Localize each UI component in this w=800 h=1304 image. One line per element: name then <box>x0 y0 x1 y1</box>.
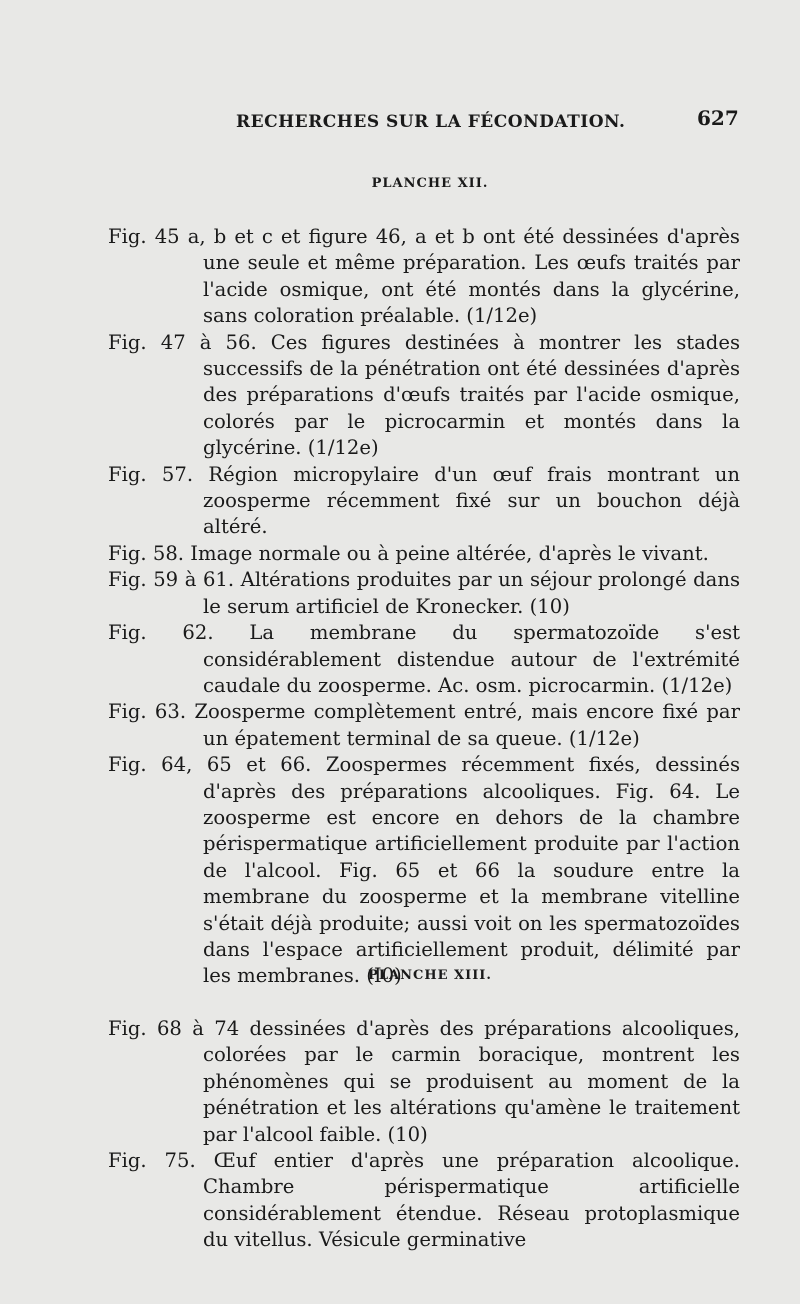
figure-label: Fig. 45 <box>108 225 180 248</box>
figure-entry <box>108 330 740 462</box>
figure-entry <box>108 1148 740 1254</box>
figure-label: Fig. 58. <box>108 541 185 565</box>
figure-caption: à 56. Ces figures destinées à montrer les stades successifs de la pénétration ont été dessinées d'après des préparations d'œufs traités par l'acide osmique, colorés par le picrocarmin et montés dans la glycérine. (1/12e) <box>199 330 740 460</box>
plate-12-entries <box>108 224 740 990</box>
figure-caption: Zoosperme complètement entré, mais encore fixé par un épatement terminal de sa queue. (1/12e) <box>194 700 740 750</box>
figure-entry <box>108 224 740 330</box>
figure-label: Fig. 62. <box>108 621 214 645</box>
figure-label: Fig. 63. <box>108 700 187 724</box>
figure-entry <box>108 620 740 699</box>
figure-caption: 65 et 66. Zoospermes récemment fixés, dessinés d'après des préparations alcooliques. Fig. 64. Le zoosperme est encore en dehors de la chambre périspermatique artificiellement produite par l'action de l'alcool. Fig. 65 et 66 la soudure entre la membrane du zoosperme et la membrane vitelline s'était déjà produite; aussi voit on les spermatozoïdes dans l'espace artificiellement produit, délimité par les membranes. (I0) <box>203 753 740 988</box>
figure-caption: La membrane du spermatozoïde s'est considérablement distendue autour de l'extrémité caudale du zoosperme. Ac. osm. picrocarmin. (1/12e) <box>203 621 740 697</box>
figure-caption: à 74 dessinées d'après des préparations alcooliques, colorées par le carmin boracique, montrent les phénomènes qui se produisent au moment de la pénétration et les altérations qu'amène le traitement par l'alcool faible. (10) <box>192 1017 740 1146</box>
figure-caption: Œuf entier d'après une préparation alcoolique. Chambre périspermatique artificielle considérablement étendue. Réseau protoplasmique du vitellus. Vésicule germinative <box>203 1149 741 1252</box>
figure-label: Fig. 75. <box>108 1149 196 1173</box>
page-number: 627 <box>697 106 739 130</box>
figure-caption: Image normale ou à peine altérée, d'après le vivant. <box>190 541 709 565</box>
figure-caption: a, b et c et figure 46, a et b ont été dessinées d'après une seule et même préparation. Les œufs traités par l'acide osmique, ont été montés dans la glycérine, sans coloration préalable. (1/12e) <box>187 225 740 328</box>
figure-entry <box>108 699 740 752</box>
figure-label: Fig. 68 <box>108 1017 182 1040</box>
figure-caption: Région micropylaire d'un œuf frais montrant un zoosperme récemment fixé sur un bouchon déjà altéré. <box>203 462 740 539</box>
figure-entry <box>108 541 740 567</box>
figure-label: Fig. 47 <box>108 330 186 354</box>
running-title: RECHERCHES SUR LA FÉCONDATION. <box>236 112 626 132</box>
plate-13-entries <box>108 1016 740 1254</box>
page-header <box>0 106 800 142</box>
figure-caption: à 61. Altérations produites par un séjour prolongé dans le serum artificiel de Kronecker. (10) <box>184 568 740 618</box>
figure-entry <box>108 567 740 620</box>
figure-entry <box>108 462 740 541</box>
plate-12-title: PLANCHE XII. <box>371 176 489 191</box>
figure-label: Fig. 57. <box>108 462 194 486</box>
figure-label: Fig. 64, <box>108 753 193 777</box>
figure-entry <box>108 752 740 990</box>
plate-13-title: PLANCHE XIII. <box>368 968 492 983</box>
figure-label: Fig. 59 <box>108 568 179 592</box>
figure-entry <box>108 1016 740 1148</box>
